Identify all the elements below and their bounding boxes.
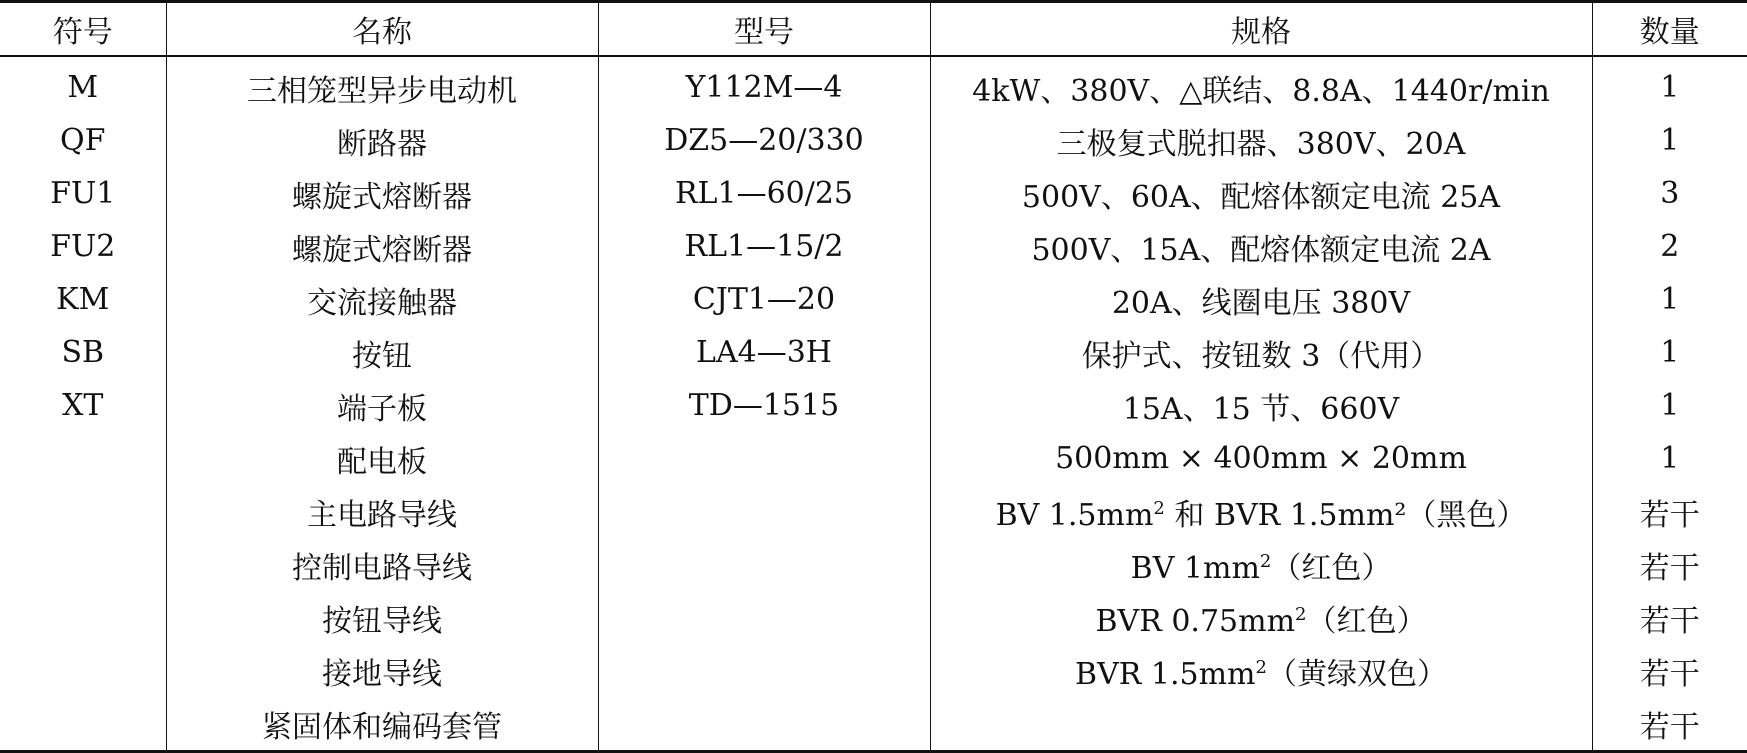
spec-text: 500mm × 400mm × 20mm	[1055, 441, 1467, 476]
cell-name: 交流接触器	[166, 273, 598, 326]
table-row	[0, 273, 1747, 326]
spec-superscript: 2	[1153, 497, 1165, 519]
table-row	[0, 379, 1747, 432]
cell-spec	[930, 538, 1592, 591]
cell-spec	[930, 273, 1592, 326]
cell-quantity: 若干	[1592, 697, 1747, 752]
cell-spec	[930, 114, 1592, 167]
cell-model: RL1—15/2	[598, 220, 930, 273]
table-row	[0, 591, 1747, 644]
spec-text: BVR 1.5mm	[1075, 656, 1256, 692]
table-row	[0, 432, 1747, 485]
table-row	[0, 114, 1747, 167]
cell-model: RL1—60/25	[598, 167, 930, 220]
cell-quantity: 1	[1592, 273, 1747, 326]
table-row	[0, 485, 1747, 538]
cell-symbol: XT	[62, 388, 104, 423]
cell-symbol: SB	[61, 335, 105, 370]
spec-text: BV 1.5mm	[995, 497, 1154, 533]
cell-spec	[930, 167, 1592, 220]
cell-model: Y112M—4	[598, 56, 930, 114]
spec-text: 500V、15A、配熔体额定电流 2A	[1031, 232, 1491, 268]
cell-name: 主电路导线	[166, 485, 598, 538]
table-row	[0, 56, 1747, 114]
header-quantity: 数量	[1592, 2, 1747, 57]
cell-spec	[930, 326, 1592, 379]
spec-superscript: 2	[1259, 550, 1272, 572]
spec-text: 三极复式脱扣器、380V、20A	[1056, 126, 1466, 162]
cell-spec	[930, 644, 1592, 697]
spec-text: BVR 0.75mm	[1095, 603, 1296, 639]
spec-text: 20A、线圈电压 380V	[1111, 285, 1411, 321]
cell-symbol: KM	[56, 282, 110, 317]
cell-spec	[930, 432, 1592, 485]
cell-model	[598, 697, 930, 752]
cell-spec	[930, 379, 1592, 432]
spec-text: BV 1mm	[1130, 550, 1260, 586]
cell-name: 控制电路导线	[166, 538, 598, 591]
table-row	[0, 220, 1747, 273]
spec-tail-text: （红色）	[1306, 603, 1427, 639]
spec-superscript: 2	[1255, 656, 1267, 678]
cell-spec	[930, 56, 1592, 114]
header-spec: 规格	[930, 2, 1592, 57]
cell-symbol: FU2	[50, 229, 116, 264]
table-body	[0, 56, 1747, 752]
cell-symbol	[0, 538, 166, 591]
cell-name: 三相笼型异步电动机	[166, 56, 598, 114]
cell-model	[598, 538, 930, 591]
spec-tail-text: （红色）	[1271, 550, 1392, 586]
table-row	[0, 326, 1747, 379]
cell-model: TD—1515	[598, 379, 930, 432]
cell-name: 按钮导线	[166, 591, 598, 644]
cell-symbol	[0, 697, 166, 752]
header-model: 型号	[598, 2, 930, 57]
cell-name: 断路器	[166, 114, 598, 167]
cell-spec	[930, 591, 1592, 644]
cell-symbol: M	[67, 70, 99, 105]
cell-symbol	[0, 591, 166, 644]
cell-quantity: 1	[1592, 432, 1747, 485]
cell-spec	[930, 697, 1592, 752]
cell-quantity: 3	[1592, 167, 1747, 220]
cell-quantity: 1	[1592, 326, 1747, 379]
spec-text: 保护式、按钮数 3（代用）	[1081, 338, 1441, 374]
cell-quantity: 1	[1592, 56, 1747, 114]
cell-quantity: 1	[1592, 379, 1747, 432]
spec-text: 500V、60A、配熔体额定电流 25A	[1021, 179, 1501, 215]
header-row	[0, 2, 1747, 57]
cell-model: CJT1—20	[598, 273, 930, 326]
header-name: 名称	[166, 2, 598, 57]
spec-text: 4kW、380V、△联结、8.8A、1440r/min	[972, 73, 1550, 109]
table-header	[0, 2, 1747, 57]
cell-name: 配电板	[166, 432, 598, 485]
header-symbol: 符号	[0, 2, 166, 57]
spec-superscript: 2	[1295, 603, 1307, 625]
table-row	[0, 697, 1747, 752]
cell-symbol	[0, 432, 166, 485]
cell-name: 螺旋式熔断器	[166, 167, 598, 220]
cell-model	[598, 591, 930, 644]
spec-tail-text: （黄绿双色）	[1266, 656, 1447, 692]
cell-quantity: 若干	[1592, 644, 1747, 697]
cell-quantity: 若干	[1592, 538, 1747, 591]
cell-symbol	[0, 644, 166, 697]
spec-tail-text: 和 BVR 1.5mm²（黑色）	[1164, 497, 1527, 533]
cell-model	[598, 432, 930, 485]
spec-text: 15A、15 节、660V	[1122, 391, 1400, 427]
cell-symbol	[0, 485, 166, 538]
cell-quantity: 1	[1592, 114, 1747, 167]
cell-model	[598, 485, 930, 538]
cell-quantity: 2	[1592, 220, 1747, 273]
cell-name: 螺旋式熔断器	[166, 220, 598, 273]
cell-name: 端子板	[166, 379, 598, 432]
cell-name: 按钮	[166, 326, 598, 379]
cell-quantity: 若干	[1592, 485, 1747, 538]
table-row	[0, 167, 1747, 220]
cell-name: 紧固体和编码套管	[166, 697, 598, 752]
cell-spec	[930, 220, 1592, 273]
table-row	[0, 538, 1747, 591]
cell-quantity: 若干	[1592, 591, 1747, 644]
cell-model	[598, 644, 930, 697]
cell-symbol: QF	[60, 123, 106, 158]
table-row	[0, 644, 1747, 697]
cell-spec	[930, 485, 1592, 538]
cell-model: DZ5—20/330	[598, 114, 930, 167]
cell-name: 接地导线	[166, 644, 598, 697]
cell-symbol: FU1	[50, 176, 116, 211]
cell-model: LA4—3H	[598, 326, 930, 379]
